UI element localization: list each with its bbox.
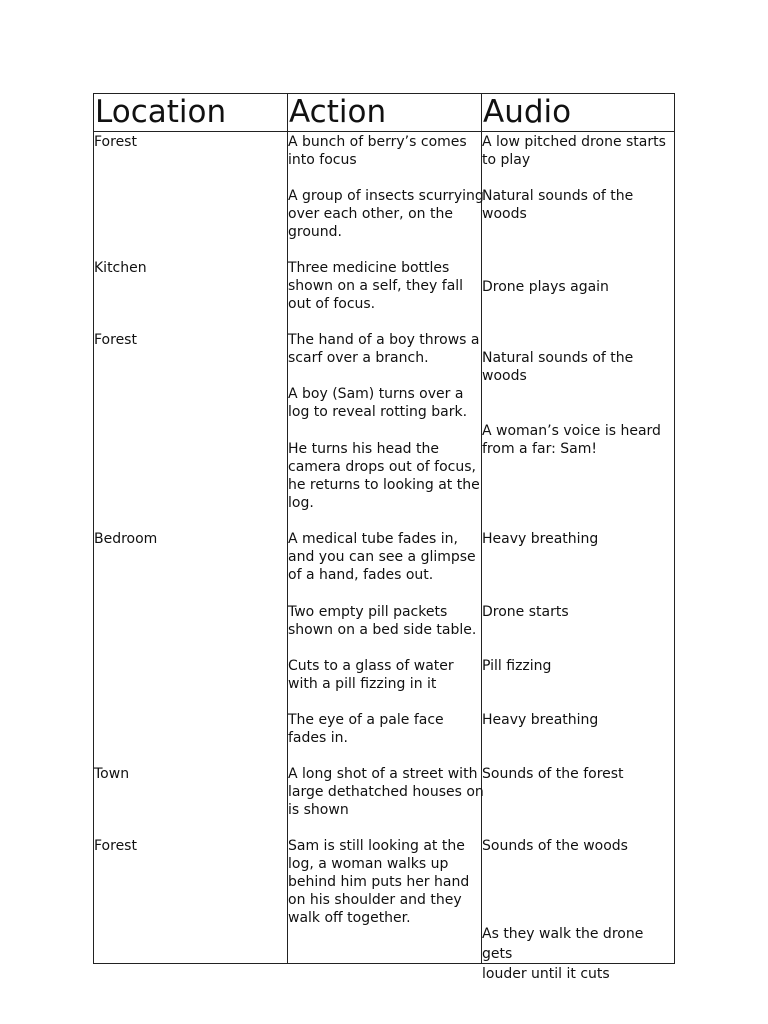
location-cell: Forest	[94, 134, 137, 150]
action-header: Action	[289, 94, 387, 130]
action-cell: The eye of a pale face fades in.	[288, 712, 444, 746]
action-cell: A bunch of berry’s comes into focus	[288, 134, 467, 168]
location-header: Location	[95, 94, 227, 130]
location-cell: Forest	[94, 332, 137, 348]
audio-cell: As they walk the drone gets louder until it cuts	[482, 926, 644, 982]
audio-cell: Heavy breathing	[482, 531, 599, 547]
audio-cell: Natural sounds of the woods	[482, 188, 634, 222]
audio-cell: A woman’s voice is heard from a far: Sam!	[482, 423, 661, 457]
action-cell: Cuts to a glass of water with a pill fizzing in it	[288, 658, 454, 692]
action-cell: A group of insects scurrying over each other, on the ground.	[288, 188, 484, 240]
action-cell: The hand of a boy throws a scarf over a branch.	[288, 332, 480, 366]
audio-cell: Heavy breathing	[482, 712, 599, 728]
location-cell: Forest	[94, 838, 137, 854]
action-cell: A long shot of a street with large dethatched houses on is shown	[288, 766, 484, 818]
audio-header: Audio	[483, 94, 572, 130]
audio-cell: Natural sounds of the woods	[482, 350, 634, 384]
header-divider	[94, 131, 674, 132]
action-cell: Two empty pill packets shown on a bed side table.	[288, 604, 477, 638]
location-cell: Kitchen	[94, 260, 147, 276]
audio-cell: Drone starts	[482, 604, 569, 620]
audio-cell: Drone plays again	[482, 279, 609, 295]
audio-cell: Sounds of the woods	[482, 838, 628, 854]
action-cell: A boy (Sam) turns over a log to reveal rotting bark.	[288, 386, 468, 420]
action-cell: A medical tube fades in, and you can see a glimpse of a hand, fades out.	[288, 531, 476, 583]
location-cell: Town	[94, 766, 130, 782]
audio-cell: Pill fizzing	[482, 658, 552, 674]
action-cell: Sam is still looking at the log, a woman walks up behind him puts her hand on his shoulder and they walk off together.	[288, 838, 470, 926]
action-cell: Three medicine bottles shown on a self, they fall out of focus.	[288, 260, 464, 312]
location-cell: Bedroom	[94, 531, 158, 547]
audio-cell: Sounds of the forest	[482, 766, 624, 782]
script-table	[93, 93, 675, 982]
action-cell: He turns his head the camera drops out of focus, he returns to looking at the log.	[288, 441, 480, 511]
audio-cell: A low pitched drone starts to play	[482, 134, 666, 168]
